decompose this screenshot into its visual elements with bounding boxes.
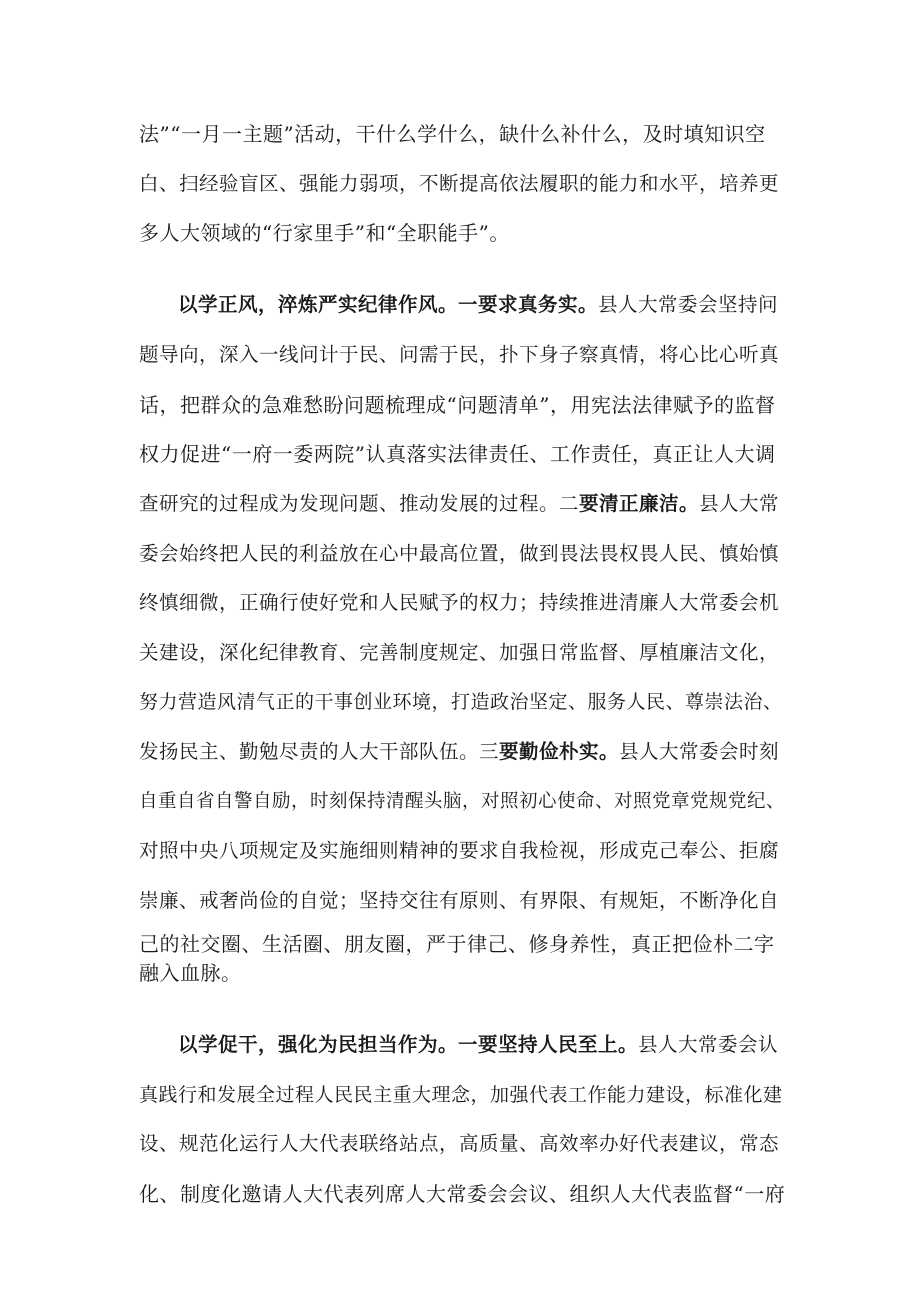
paragraph-3-line-2: 真践行和发展全过程人民民主重大理念，加强代表工作能力建设，标准化建 xyxy=(139,1084,783,1106)
sub-heading: 一要求真务实。 xyxy=(458,293,599,316)
section-heading: 以学促干，强化为民担当作为。 xyxy=(178,1033,459,1056)
paragraph-3-line-4: 化、制度化邀请人大代表列席人大常委会会议、组织人大代表监督“一府 xyxy=(139,1182,786,1206)
paragraph-2-line-7: 终慎细微，正确行使好党和人民赋予的权力；持续推进清廉人大常委会机 xyxy=(139,591,780,614)
sub-heading: 要勤俭朴实。 xyxy=(499,740,620,763)
paragraph-2-line-5: 查研究的过程成为发现问题、推动发展的过程。二要清正廉洁。县人大常 xyxy=(139,492,780,515)
paragraph-3-line-1: 以学促干，强化为民担当作为。一要坚持人民至上。县人大常委会认 xyxy=(178,1033,779,1056)
sub-heading: 要清正廉洁。 xyxy=(579,492,700,515)
paragraph-1-line-2: 白、扫经验盲区、强能力弱项，不断提高依法履职的能力和水平，培养更 xyxy=(139,172,780,195)
paragraph-2-line-6: 委会始终把人民的利益放在心中最高位置，做到畏法畏权畏人民、慎始慎 xyxy=(139,542,780,565)
paragraph-2-line-8: 关建设，深化纪律教育、完善制度规定、加强日常监督、厚植廉洁文化， xyxy=(139,641,780,664)
paragraph-2-line-4: 权力促进“一府一委两院”认真落实法律责任、工作责任，真正让人大调 xyxy=(139,442,776,466)
paragraph-2-line-13: 崇廉、戒奢尚俭的自觉；坚持交往有原则、有界限、有规矩，不断净化自 xyxy=(139,889,780,912)
section-heading: 以学正风，淬炼严实纪律作风。 xyxy=(178,293,459,316)
paragraph-2-line-12: 对照中央八项规定及实施细则精神的要求自我检视，形成克己奉公、拒腐 xyxy=(139,839,780,862)
sub-heading: 一要坚持人民至上。 xyxy=(458,1033,639,1056)
paragraph-2-line-9: 努力营造风清气正的干事创业环境，打造政治坚定、服务人民、尊崇法治、 xyxy=(139,691,783,713)
paragraph-3-line-3: 设、规范化运行人大代表联络站点，高质量、高效率办好代表建议，常态 xyxy=(139,1132,780,1155)
paragraph-2-line-2: 题导向，深入一线问计于民、问需于民，扑下身子察真情，将心比心听真 xyxy=(139,343,780,366)
paragraph-2-line-1: 以学正风，淬炼严实纪律作风。一要求真务实。县人大常委会坚持问 xyxy=(178,293,779,316)
paragraph-2-line-11: 自重自省自警自励，时刻保持清醒头脑，对照初心使命、对照党章党规党纪、 xyxy=(139,791,786,812)
paragraph-1-line-1: 法”“一月一主题”活动，干什么学什么，缺什么补什么，及时填知识空 xyxy=(139,122,766,146)
paragraph-2-line-10: 发扬民主、勤勉尽责的人大干部队伍。三要勤俭朴实。县人大常委会时刻 xyxy=(139,740,780,763)
paragraph-2-line-3: 话，把群众的急难愁盼问题梳理成“问题清单”，用宪法法律赋予的监督 xyxy=(139,393,776,417)
paragraph-2-line-15: 融入血脉。 xyxy=(139,961,242,985)
paragraph-1-line-3: 多人大领域的“行家里手”和“全职能手”。 xyxy=(139,221,510,245)
paragraph-2-line-14: 己的社交圈、生活圈、朋友圈，严于律己、修身养性，真正把俭朴二字 xyxy=(139,932,775,956)
